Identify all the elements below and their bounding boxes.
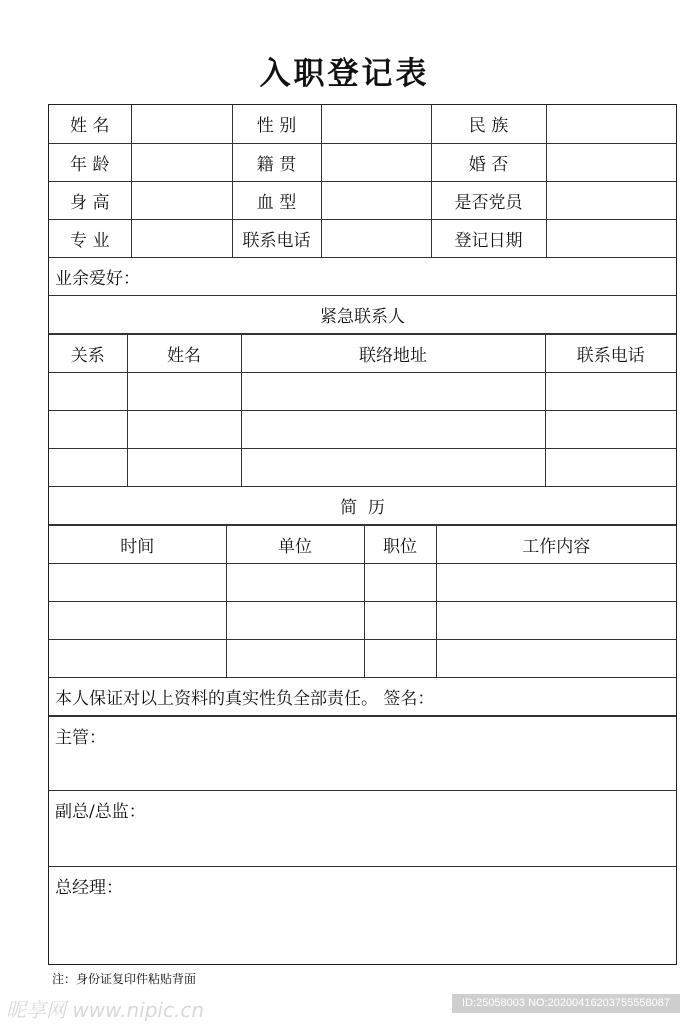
cell[interactable] — [49, 372, 127, 410]
col-name: 姓名 — [127, 334, 241, 372]
resume-table — [49, 525, 676, 716]
table-row — [49, 143, 676, 181]
approval-table — [49, 716, 676, 967]
cell[interactable] — [241, 448, 545, 486]
cell[interactable] — [127, 448, 241, 486]
cell[interactable] — [226, 639, 364, 677]
table-row — [49, 372, 676, 410]
table-row — [49, 219, 676, 257]
field-name[interactable] — [131, 105, 232, 143]
field-height[interactable] — [131, 181, 232, 219]
field-native-place[interactable] — [321, 143, 431, 181]
cell[interactable] — [436, 639, 676, 677]
cell[interactable] — [364, 601, 436, 639]
field-phone[interactable] — [321, 219, 431, 257]
cell[interactable] — [436, 563, 676, 601]
table-row — [49, 181, 676, 219]
cell[interactable] — [545, 372, 676, 410]
label-ethnicity: 民 族 — [431, 105, 546, 143]
resume-section-title: 简 历 — [49, 486, 676, 524]
table-row — [49, 601, 676, 639]
table-row — [49, 639, 676, 677]
cell[interactable] — [49, 448, 127, 486]
label-reg-date: 登记日期 — [431, 219, 546, 257]
table-row — [49, 410, 676, 448]
cell[interactable] — [226, 601, 364, 639]
table-row — [49, 448, 676, 486]
field-gender[interactable] — [321, 105, 431, 143]
field-party-member[interactable] — [546, 181, 676, 219]
label-height: 身 高 — [49, 181, 131, 219]
col-position: 职位 — [364, 525, 436, 563]
field-blood-type[interactable] — [321, 181, 431, 219]
emergency-contact-table — [49, 334, 676, 525]
cell[interactable] — [241, 410, 545, 448]
table-row — [49, 105, 676, 143]
label-name: 姓 名 — [49, 105, 131, 143]
col-unit: 单位 — [226, 525, 364, 563]
label-phone: 联系电话 — [232, 219, 321, 257]
label-party-member: 是否党员 — [431, 181, 546, 219]
cell[interactable] — [127, 372, 241, 410]
cell[interactable] — [226, 563, 364, 601]
cell[interactable] — [49, 563, 226, 601]
general-manager-field[interactable]: 总经理： — [49, 866, 676, 966]
label-gender: 性 别 — [232, 105, 321, 143]
cell[interactable] — [436, 601, 676, 639]
form-title: 入职登记表 — [259, 56, 430, 92]
label-blood-type: 血 型 — [232, 181, 321, 219]
declaration-signature[interactable]: 本人保证对以上资料的真实性负全部责任。 签名： — [49, 677, 676, 715]
field-reg-date[interactable] — [546, 219, 676, 257]
cell[interactable] — [49, 410, 127, 448]
cell[interactable] — [127, 410, 241, 448]
label-marital: 婚 否 — [431, 143, 546, 181]
label-age: 年 龄 — [49, 143, 131, 181]
vp-director-field[interactable]: 副总/总监： — [49, 790, 676, 866]
cell[interactable] — [364, 563, 436, 601]
label-major: 专 业 — [49, 219, 131, 257]
cell[interactable] — [49, 639, 226, 677]
table-header-row — [49, 525, 676, 563]
table-header-row — [49, 334, 676, 372]
col-work-content: 工作内容 — [436, 525, 676, 563]
footnote: 注：身份证复印件粘贴背面 — [52, 972, 197, 986]
label-native-place: 籍 贯 — [232, 143, 321, 181]
field-marital[interactable] — [546, 143, 676, 181]
image-id-label: ID:25058003 NO:20200416203755558087 — [452, 994, 680, 1013]
col-time: 时间 — [49, 525, 226, 563]
field-age[interactable] — [131, 143, 232, 181]
cell[interactable] — [364, 639, 436, 677]
watermark-logo: 昵享网 www.nipic.cn — [6, 998, 205, 1022]
registration-form — [48, 104, 677, 965]
col-relation: 关系 — [49, 334, 127, 372]
emergency-section-title: 紧急联系人 — [49, 295, 676, 333]
hobby-field[interactable]: 业余爱好： — [49, 257, 676, 295]
supervisor-field[interactable]: 主管： — [49, 716, 676, 790]
field-major[interactable] — [131, 219, 232, 257]
field-ethnicity[interactable] — [546, 105, 676, 143]
cell[interactable] — [545, 448, 676, 486]
col-phone: 联系电话 — [545, 334, 676, 372]
cell[interactable] — [49, 601, 226, 639]
cell[interactable] — [241, 372, 545, 410]
table-row — [49, 563, 676, 601]
basic-info-table — [49, 105, 676, 334]
col-address: 联络地址 — [241, 334, 545, 372]
cell[interactable] — [545, 410, 676, 448]
